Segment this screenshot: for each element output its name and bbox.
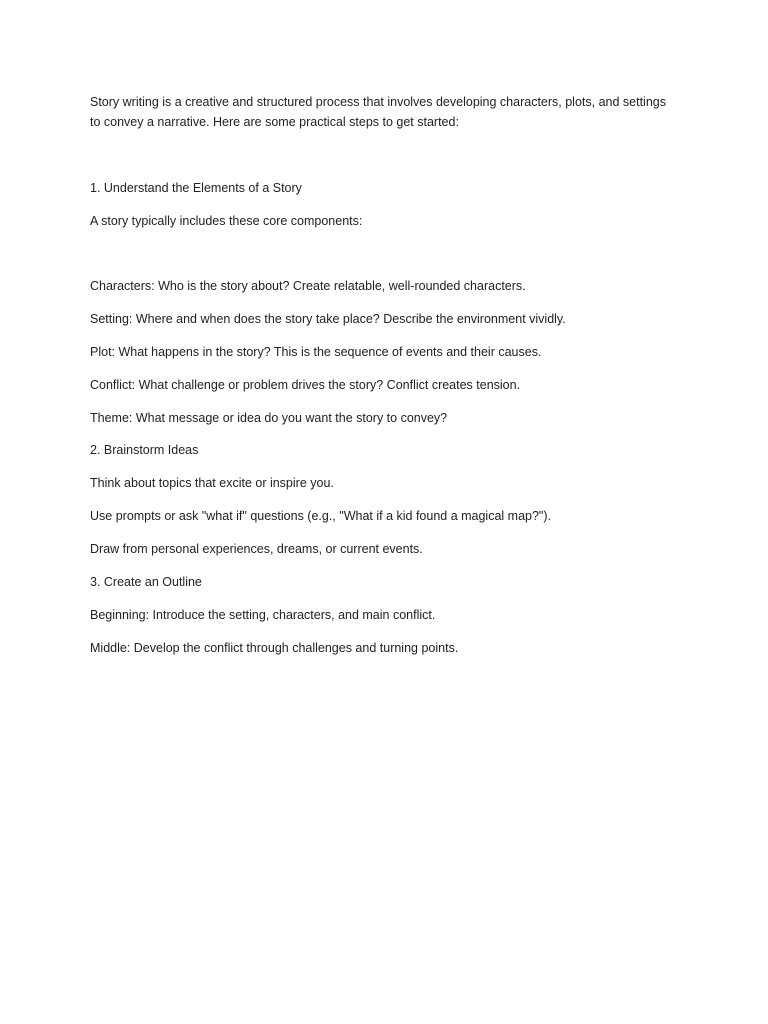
- outline-item-beginning: Beginning: Introduce the setting, characters, and main conflict.: [90, 608, 436, 622]
- element-plot: Plot: What happens in the story? This is the sequence of events and their causes.: [90, 345, 542, 359]
- section-heading-brainstorm: 2. Brainstorm Ideas: [90, 443, 199, 457]
- element-setting: Setting: Where and when does the story take place? Describe the environment vividly.: [90, 312, 566, 326]
- element-conflict: Conflict: What challenge or problem drives the story? Conflict creates tension.: [90, 378, 521, 392]
- outline-item-middle: Middle: Develop the conflict through challenges and turning points.: [90, 641, 459, 655]
- intro-line-1: Story writing is a creative and structured process that involves developing characters, plots, and settings: [90, 95, 666, 109]
- section-lead-elements: A story typically includes these core components:: [90, 214, 363, 228]
- brainstorm-item-prompts: Use prompts or ask "what if" questions (e.g., "What if a kid found a magical map?").: [90, 509, 552, 523]
- element-characters: Characters: Who is the story about? Create relatable, well-rounded characters.: [90, 279, 526, 293]
- element-theme: Theme: What message or idea do you want the story to convey?: [90, 411, 448, 425]
- section-heading-elements: 1. Understand the Elements of a Story: [90, 181, 302, 195]
- section-heading-outline: 3. Create an Outline: [90, 575, 202, 589]
- brainstorm-item-topics: Think about topics that excite or inspire you.: [90, 476, 334, 490]
- brainstorm-item-experiences: Draw from personal experiences, dreams, or current events.: [90, 542, 423, 556]
- intro-line-2: to convey a narrative. Here are some practical steps to get started:: [90, 115, 459, 129]
